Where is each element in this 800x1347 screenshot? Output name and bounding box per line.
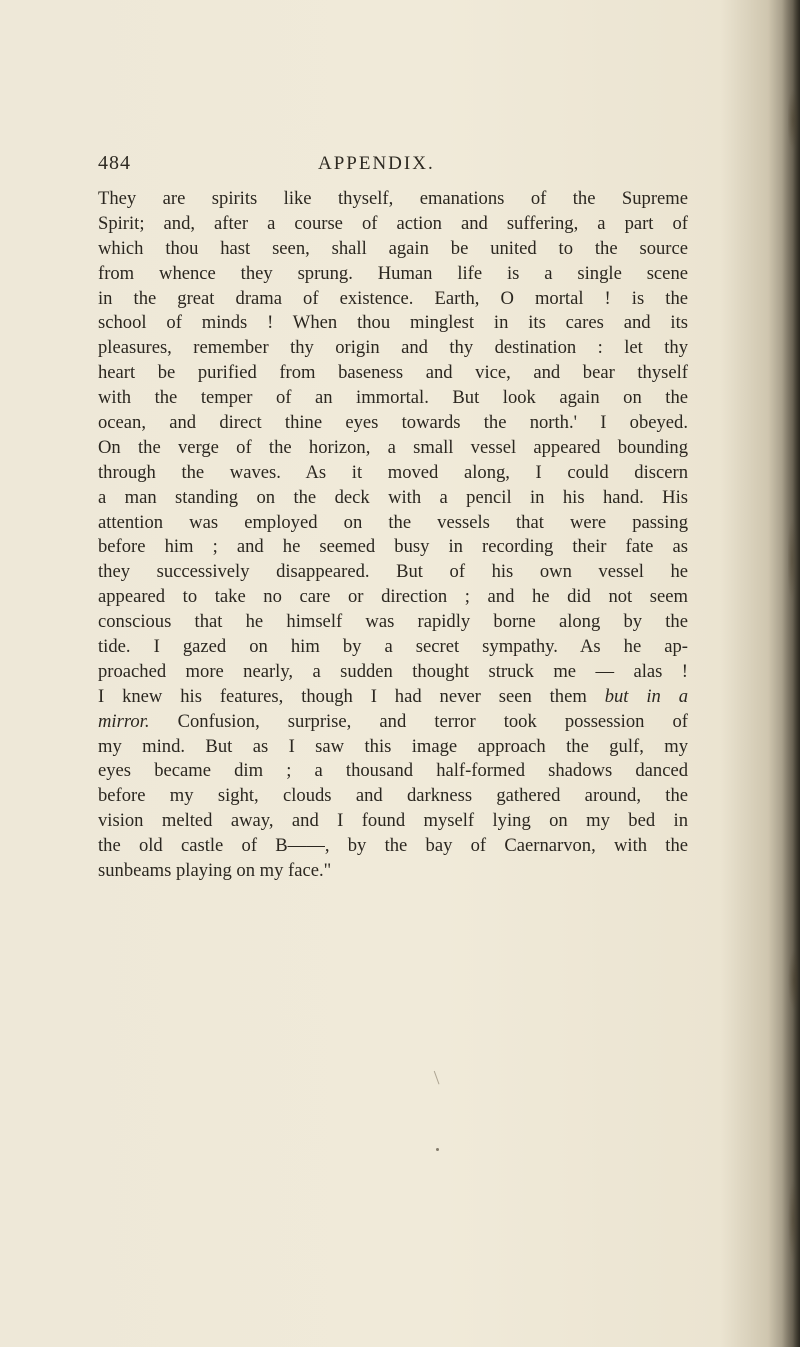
paper-mark xyxy=(434,1070,443,1085)
text-line: before him ; and he seemed busy in recording their fate as xyxy=(98,536,688,558)
text-line: through the waves. As it moved along, I could discern xyxy=(98,461,688,483)
text-line: in the great drama of existence. Earth, O mortal ! is the xyxy=(98,287,688,309)
italic-phrase: but in a xyxy=(604,685,688,707)
text-line: with the temper of an immortal. But look again on the xyxy=(98,387,688,409)
text-line: appeared to take no care or direction ; and he did not seem xyxy=(98,586,688,608)
text-line: heart be purified from baseness and vice, and bear thyself xyxy=(98,362,688,384)
running-head: APPENDIX. xyxy=(318,153,435,174)
text-line: a man standing on the deck with a pencil in his hand. His xyxy=(98,486,688,508)
text-line: school of minds ! When thou minglest in its cares and its xyxy=(98,312,688,334)
page-header xyxy=(98,152,688,180)
gutter-stains xyxy=(788,0,798,1347)
text-line: attention was employed on the vessels that were passing xyxy=(98,511,688,533)
italic-phrase: mirror. xyxy=(98,710,150,732)
text-line-with-italic xyxy=(98,685,688,710)
body-text xyxy=(98,187,688,884)
text-line: the old castle of B——, by the bay of Caernarvon, with the xyxy=(98,835,688,857)
text-line-last: sunbeams playing on my face." xyxy=(98,860,332,882)
paper-speck xyxy=(436,1148,439,1151)
text-segment: I knew his features, though I had never seen them xyxy=(98,685,587,707)
text-line: mirror. Confusion, surprise, and terror took possession of xyxy=(98,710,688,732)
page-number: 484 xyxy=(98,152,131,174)
text-line: On the verge of the horizon, a small vessel appeared bounding xyxy=(98,436,688,458)
text-line: my mind. But as I saw this image approach the gulf, my xyxy=(98,735,688,757)
text-line: Spirit; and, after a course of action and suffering, a part of xyxy=(98,212,688,234)
text-line: tide. I gazed on him by a secret sympathy. As he ap- xyxy=(98,636,688,658)
text-line: proached more nearly, a sudden thought struck me — alas ! xyxy=(98,660,688,682)
text-line: from whence they sprung. Human life is a single scene xyxy=(98,262,688,284)
text-line: before my sight, clouds and darkness gathered around, the xyxy=(98,785,688,807)
text-line: They are spirits like thyself, emanations of the Supreme xyxy=(98,188,688,209)
text-line: they successively disappeared. But of his own vessel he xyxy=(98,561,688,583)
text-line: pleasures, remember thy origin and thy destination : let thy xyxy=(98,337,688,359)
text-line: conscious that he himself was rapidly borne along by the xyxy=(98,611,688,633)
text-line: which thou hast seen, shall again be united to the source xyxy=(98,237,688,259)
text-line: eyes became dim ; a thousand half-formed shadows danced xyxy=(98,760,688,782)
text-line: ocean, and direct thine eyes towards the north.' I obeyed. xyxy=(98,412,688,434)
text-line: vision melted away, and I found myself lying on my bed in xyxy=(98,810,688,832)
